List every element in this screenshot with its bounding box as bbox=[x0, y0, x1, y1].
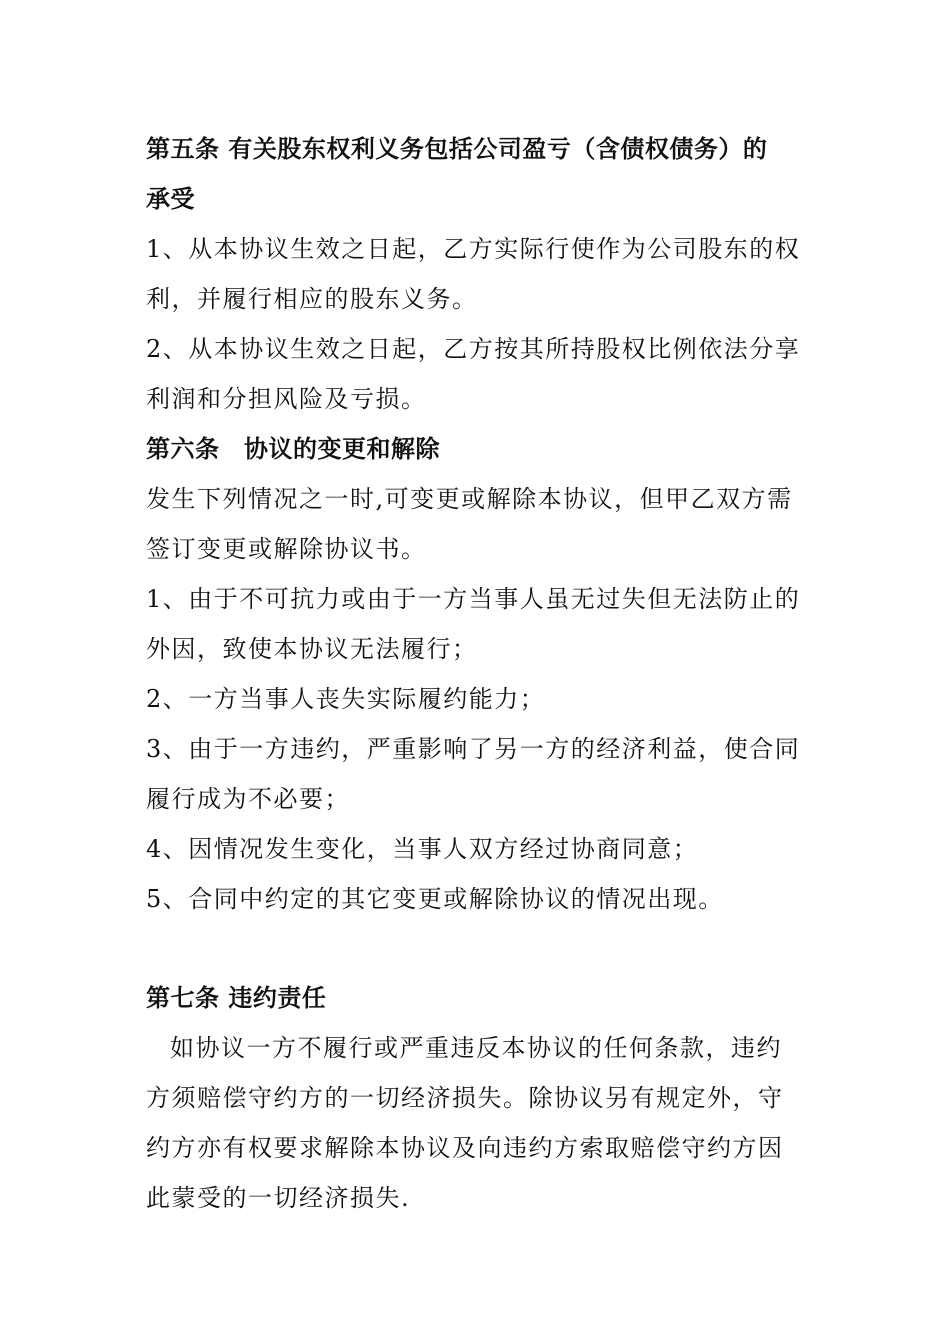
article-5-clause-2-line-2: 利润和分担风险及亏损。 bbox=[146, 385, 427, 413]
article-6-clause-3-line-1: 3、由于一方违约，严重影响了另一方的经济利益，使合同 bbox=[146, 735, 801, 763]
article-7-body-line-1: 如协议一方不履行或严重违反本协议的任何条款，违约 bbox=[170, 1034, 782, 1062]
article-7-body-line-3: 约方亦有权要求解除本协议及向违约方索取赔偿守约方因 bbox=[146, 1134, 784, 1162]
article-5-clause-1-line-1: 1、从本协议生效之日起，乙方实际行使作为公司股东的权 bbox=[146, 235, 801, 263]
article-6-clause-2: 2、一方当事人丧失实际履约能力； bbox=[146, 685, 546, 713]
article-5-clause-1-line-2: 利，并履行相应的股东义务。 bbox=[146, 285, 478, 313]
article-6-clause-1-line-1: 1、由于不可抗力或由于一方当事人虽无过失但无法防止的 bbox=[146, 585, 801, 613]
article-6-heading: 第六条 协议的变更和解除 bbox=[146, 434, 440, 463]
article-7-body-line-4: 此蒙受的一切经济损失. bbox=[146, 1184, 411, 1212]
article-6-intro-line-2: 签订变更或解除协议书。 bbox=[146, 535, 427, 563]
article-6-intro-line-1: 发生下列情况之一时,可变更或解除本协议，但甲乙双方需 bbox=[146, 485, 793, 513]
article-6-clause-1-line-2: 外因，致使本协议无法履行； bbox=[146, 635, 478, 663]
article-6-clause-5: 5、合同中约定的其它变更或解除协议的情况出现。 bbox=[146, 885, 724, 913]
article-7-heading: 第七条 违约责任 bbox=[146, 983, 327, 1012]
article-7-body-line-2: 方须赔偿守约方的一切经济损失。除协议另有规定外，守 bbox=[146, 1084, 784, 1112]
article-6-clause-3-line-2: 履行成为不必要； bbox=[146, 785, 350, 813]
article-5-heading-line-1: 第五条 有关股东权利义务包括公司盈亏（含债权债务）的 bbox=[146, 134, 768, 163]
article-5-heading-line-2: 承受 bbox=[146, 184, 195, 213]
article-5-clause-2-line-1: 2、从本协议生效之日起，乙方按其所持股权比例依法分享 bbox=[146, 335, 801, 363]
article-6-clause-4: 4、因情况发生变化，当事人双方经过协商同意； bbox=[146, 835, 699, 863]
